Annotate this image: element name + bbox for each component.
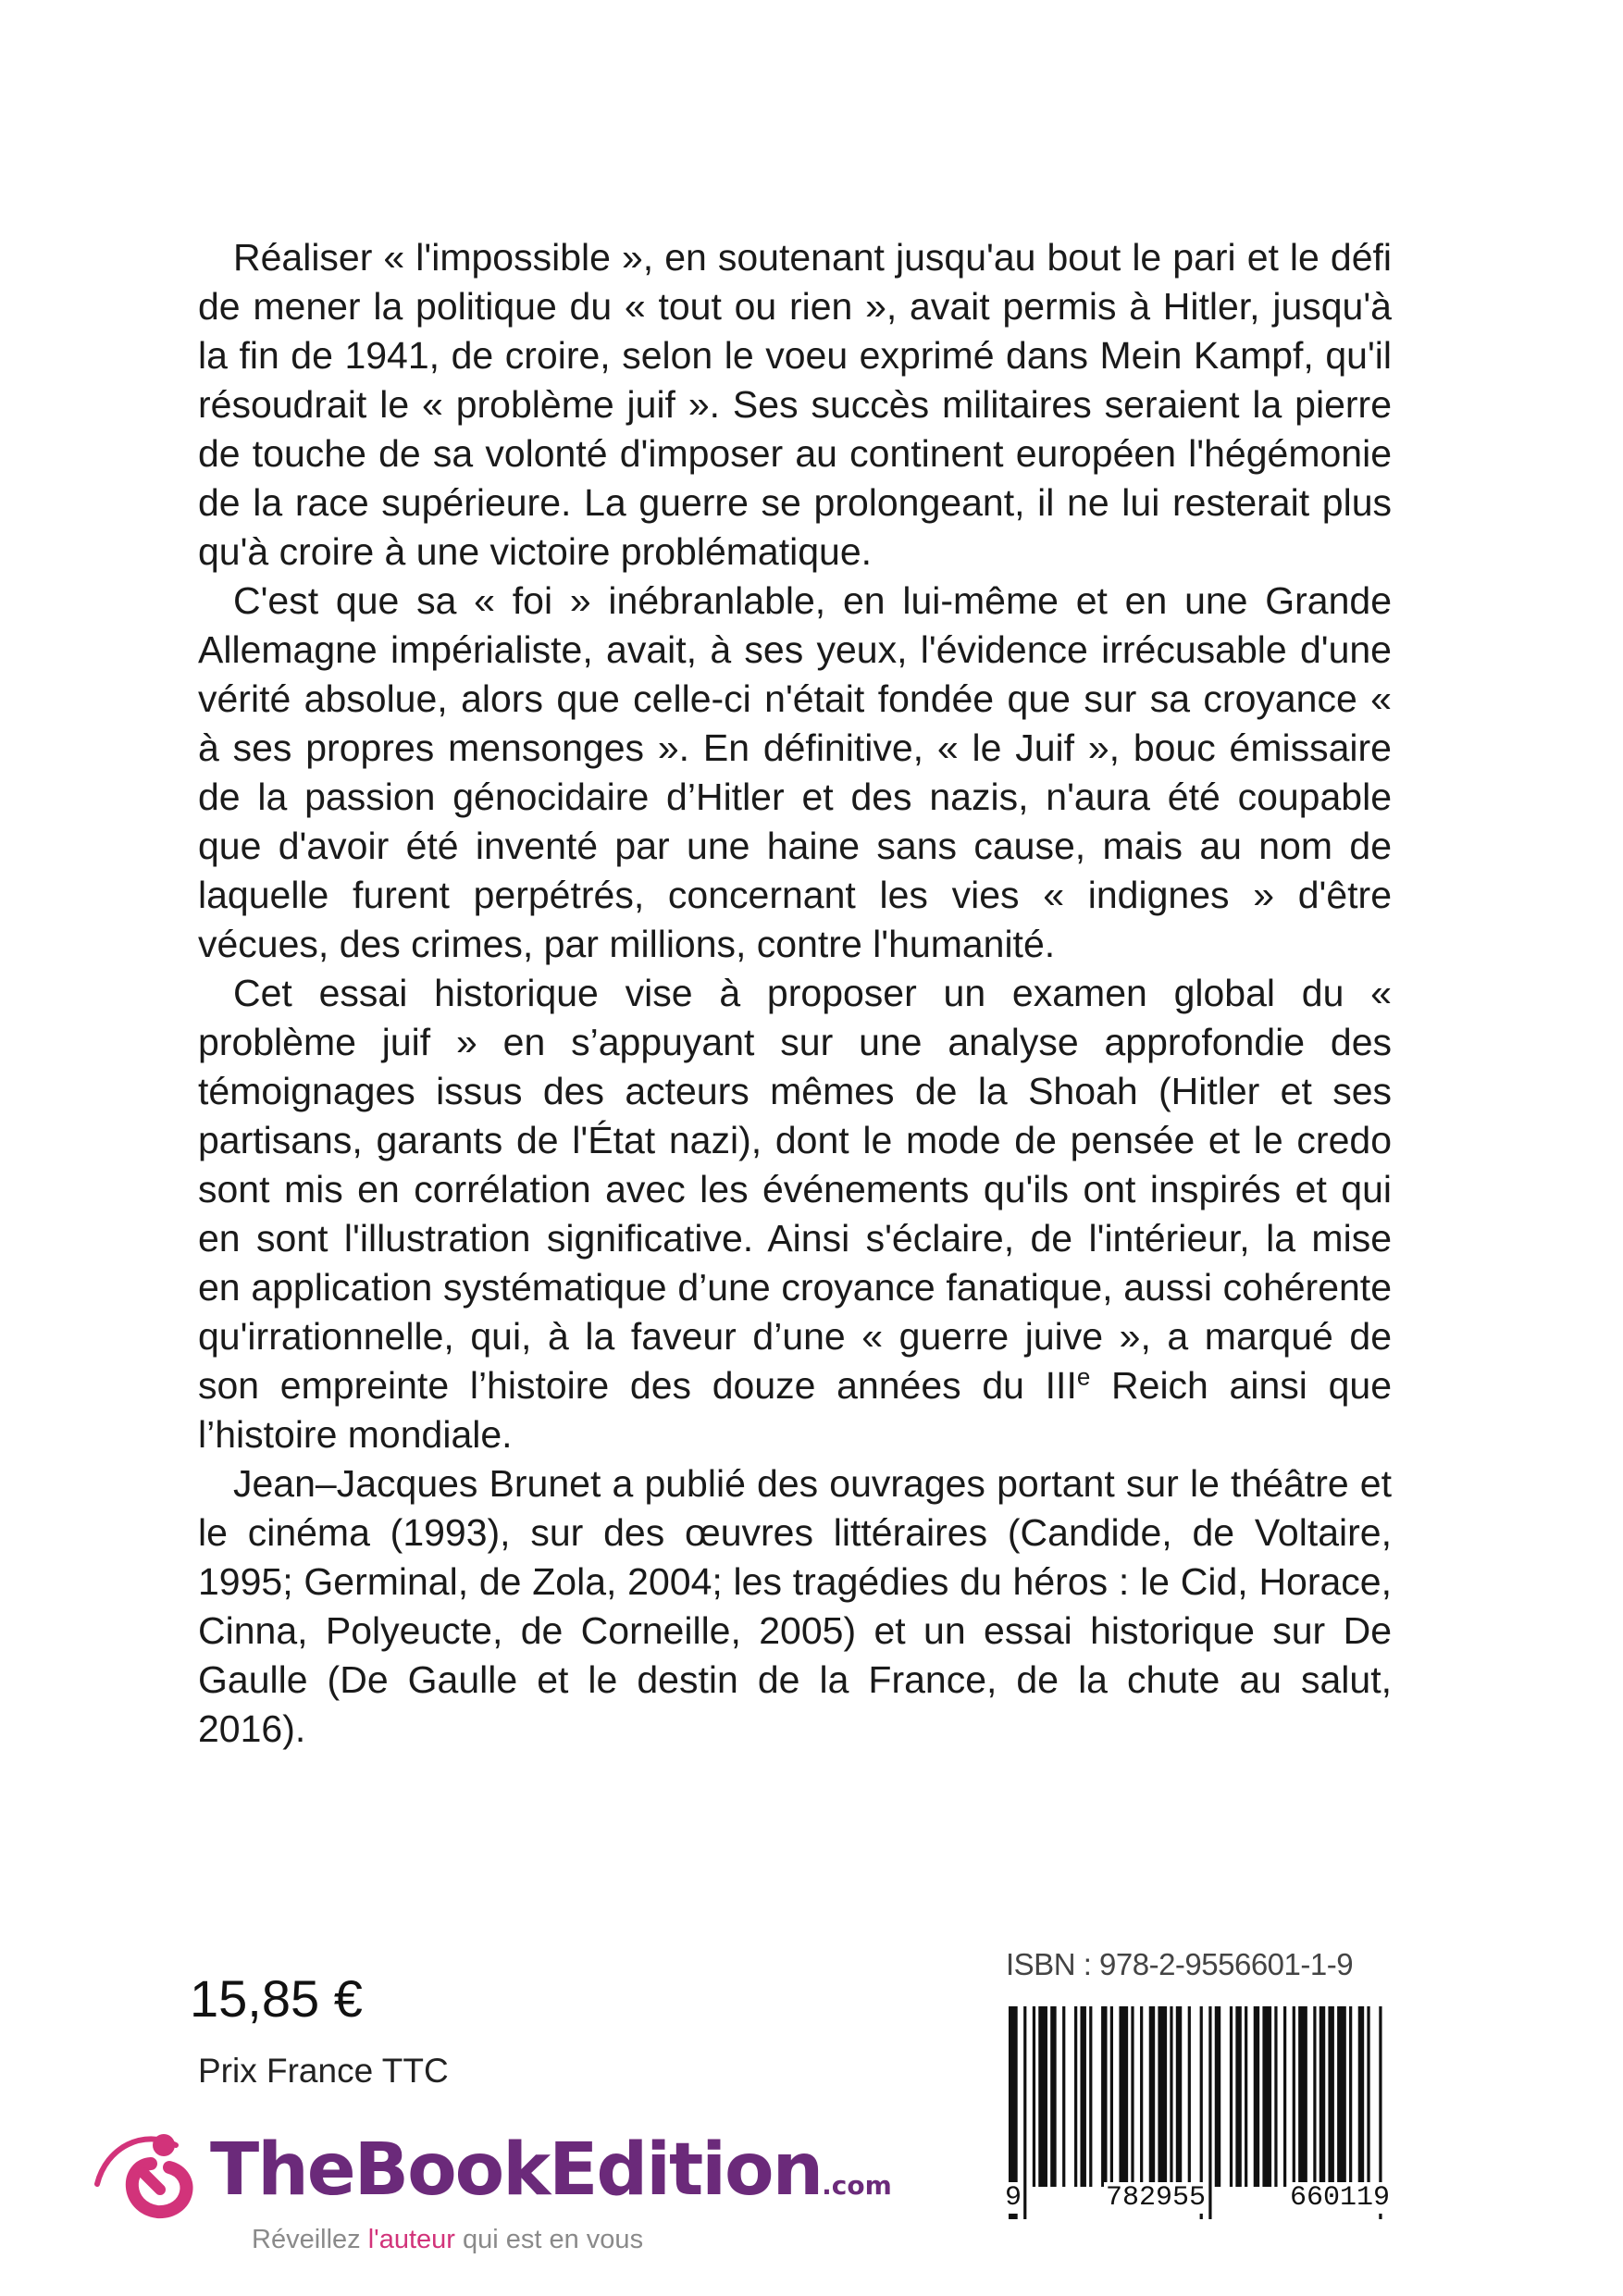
barcode-bar [1140, 2006, 1143, 2187]
barcode-bar [1230, 2006, 1233, 2187]
barcode-bar [1149, 2006, 1155, 2187]
barcode-bar [1062, 2006, 1065, 2187]
barcode-bar [1245, 2006, 1247, 2187]
barcode-bar [1176, 2006, 1182, 2187]
blurb-paragraph-3 [198, 969, 1392, 1459]
tagline-end: qui est en vous [454, 2225, 644, 2254]
barcode-digit-group-3: 660119 [1289, 2182, 1390, 2214]
barcode-bar [1358, 2006, 1364, 2187]
barcode-bar [1110, 2006, 1113, 2187]
barcode-bar [1283, 2006, 1286, 2187]
barcode-bar [1050, 2006, 1056, 2187]
barcode-bar [1349, 2006, 1352, 2187]
barcode-bar [1298, 2006, 1307, 2187]
barcode-bar [1101, 2006, 1107, 2187]
tagline-accent: l'auteur [367, 2225, 455, 2254]
barcode-bar [1313, 2006, 1316, 2187]
back-cover-blurb [198, 233, 1392, 1754]
barcode-bar [1235, 2006, 1241, 2187]
barcode-bar [1158, 2006, 1167, 2187]
barcode-bar [1074, 2006, 1077, 2187]
publisher-name-text: TheBookEdition [210, 2128, 823, 2212]
publisher-logo [88, 2119, 892, 2240]
blurb-paragraph-4: Jean–Jacques Brunet a publié des ouvrages portant sur le théâtre et le cinéma (1993), sur des œuvres littéraires (Candide, de Voltaire, 1995; Germinal, de Zola, 2004; les tragédies du héros : le Cid, Horace, Cinna, Polyeucte, de Corneille, 2005) et un essai historique sur De Gaulle (De Gaulle et le destin de la France, de la chute au salut, 2016). [198, 1462, 1392, 1750]
blurb-paragraph-3-text: Cet essai historique vise à proposer un examen global du « problème juif » en s’appuyant sur une analyse approfondie des témoignages issus des acteurs mêmes de la Shoah (Hitler et ses partisans, garants de l'État nazi), dont le mode de pensée et le credo sont mis en corrélation avec les événements qu'ils ont inspirés et qui en sont l'illustration significative. Ainsi s'éclaire, de l'intérieur, la mise en application systématique d’une croyance fanatique, aussi cohérente qu'irrationnelle, qui, à la faveur d’une « guerre juive », a marqué de son empreinte l’histoire des douze années du III [198, 972, 1392, 1407]
blurb-paragraph-3-tail: Reich ainsi que l’histoire mondiale. [198, 1364, 1392, 1456]
barcode-bar [1131, 2006, 1134, 2187]
barcode-bar [1170, 2006, 1172, 2187]
superscript-e: e [1076, 1362, 1091, 1391]
publisher-tagline [252, 2225, 643, 2254]
barcode-bar [1188, 2006, 1191, 2187]
barcode-bar [1080, 2006, 1085, 2187]
barcode-bar [1119, 2006, 1128, 2187]
publisher-domain: .com [822, 2170, 892, 2201]
blurb-paragraph-2: C'est que sa « foi » inébranlable, en lui-même et en une Grande Allemagne impérialiste, avait, à ses yeux, l'évidence irrécusable d'une vérité absolue, alors que celle-ci n'était fondée que sur sa croyance « à ses propres mensonges ». En définitive, « le Juif », bouc émissaire de la passion génocidaire d’Hitler et des nazis, n'aura été coupable que d'avoir été inventé par une haine sans cause, mais au nom de laquelle furent perpétrés, concernant les vies « indignes » d'être vécues, des crimes, par millions, contre l'humanité. [198, 579, 1392, 965]
barcode-digit-group-1: 9 [1005, 2182, 1022, 2214]
isbn-label: ISBN : 978-2-9556601-1-9 [1006, 1947, 1354, 1981]
tagline-start: Réveillez [252, 2225, 368, 2254]
barcode-bar [1328, 2006, 1333, 2187]
barcode-bar [1033, 2006, 1035, 2187]
barcode-digits [1003, 2182, 1392, 2214]
barcode-bar [1274, 2006, 1277, 2187]
barcode-digit-group-2: 782955 [1105, 2182, 1206, 2214]
barcode-bar [1089, 2006, 1092, 2187]
publisher-logo-icon [88, 2119, 208, 2230]
price-note: Prix France TTC [198, 2052, 449, 2090]
publisher-name [210, 2128, 892, 2228]
barcode-bar [1319, 2006, 1325, 2187]
price-amount: 15,85 € [190, 1969, 363, 2028]
barcode-bar [1367, 2006, 1369, 2187]
barcode-bar [1215, 2006, 1220, 2187]
barcode-bar [1038, 2006, 1047, 2187]
barcode-bar [1337, 2006, 1346, 2187]
barcode-bar [1293, 2006, 1295, 2187]
barcode-bar [1254, 2006, 1259, 2187]
blurb-paragraph-1: Réaliser « l'impossible », en soutenant jusqu'au bout le pari et le défi de mener la politique du « tout ou rien », avait permis à Hitler, jusqu'à la fin de 1941, de croire, selon le voeu exprimé dans Mein Kampf, qu'il résoudrait le « problème juif ». Ses succès militaires seraient la pierre de touche de sa volonté d'imposer au continent européen l'hégémonie de la race supérieure. La guerre se prolongeant, il ne lui resterait plus qu'à croire à une victoire problématique. [198, 236, 1392, 573]
barcode-bar [1262, 2006, 1271, 2187]
